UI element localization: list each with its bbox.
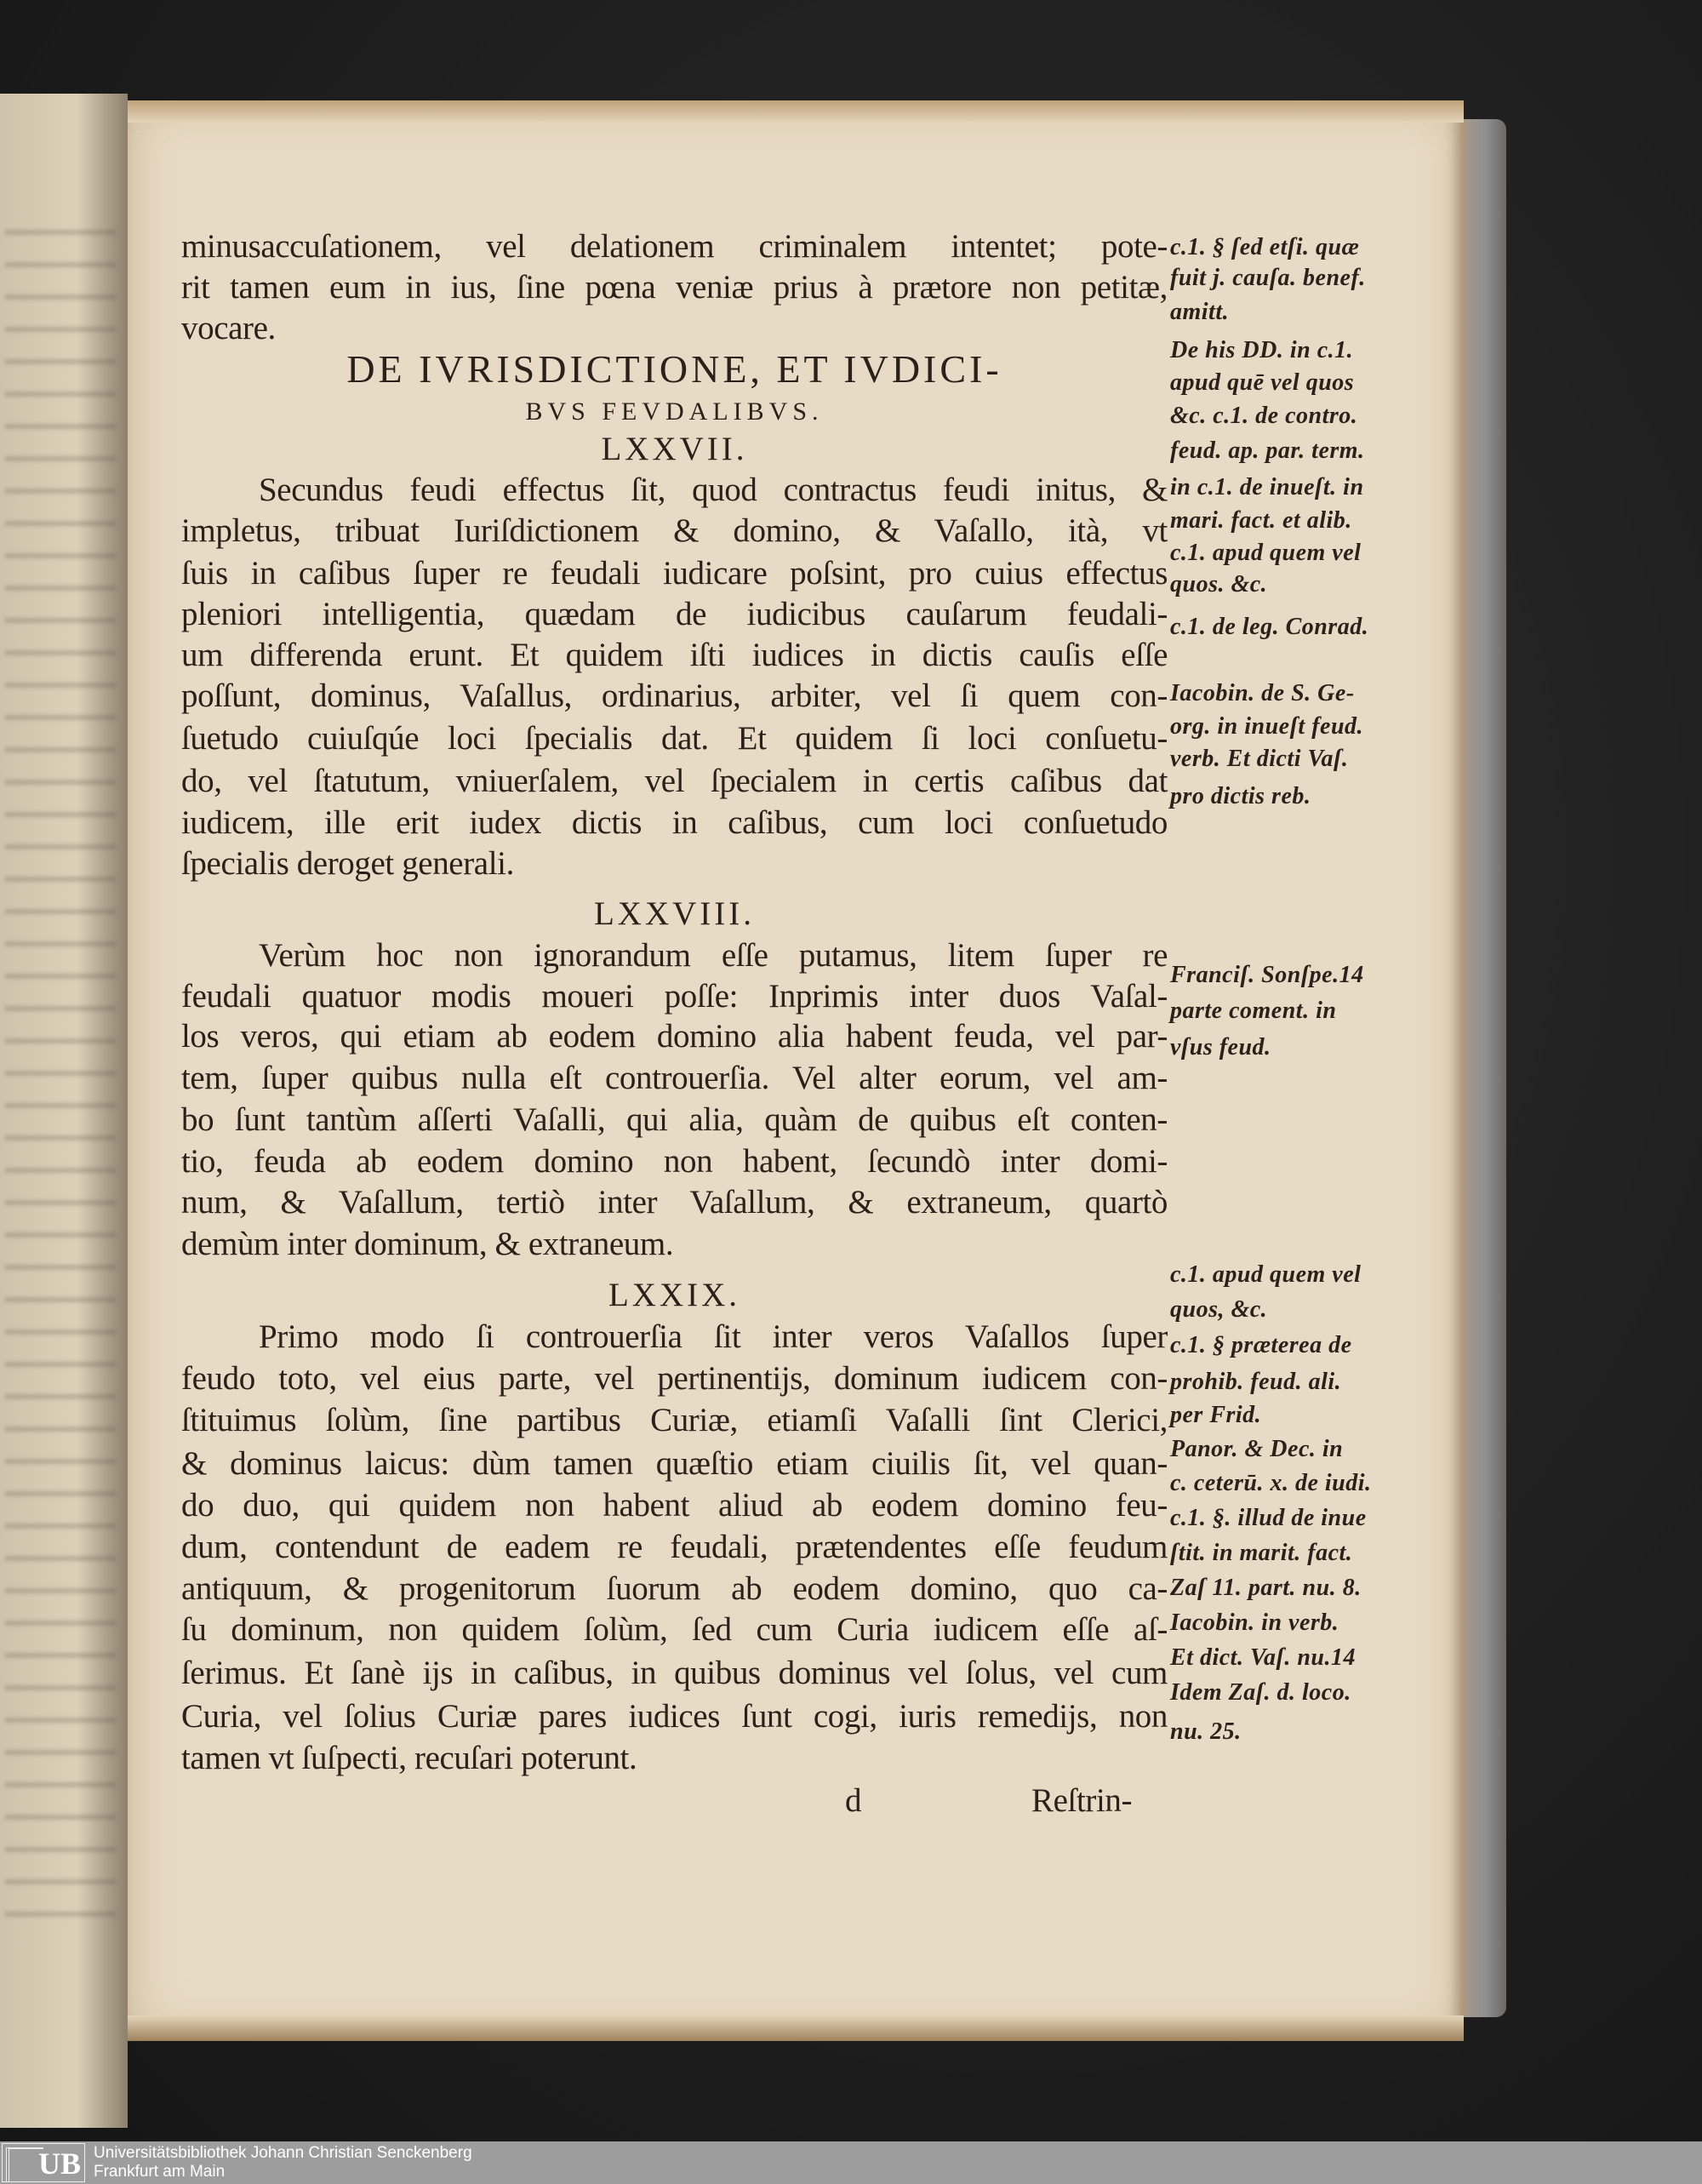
- catchword: Reſtrin-: [1031, 1782, 1133, 1819]
- library-footer: [0, 2141, 1702, 2184]
- text-line: poſſunt, dominus, Vaſallus, ordinarius, arbiter, vel ſi quem con-: [181, 677, 1168, 714]
- margin-note: feud. ap. par. term.: [1170, 437, 1365, 464]
- text-line: ſtituimus ſolùm, ſine partibus Curiæ, etiamſi Vaſalli ſint Clerici,: [181, 1402, 1168, 1438]
- logo-portrait-icon: [6, 2147, 43, 2181]
- text-line: pleniori intelligentia, quædam de iudicibus cauſarum feudali-: [181, 596, 1168, 632]
- text-line: do duo, qui quidem non habent aliud ab eodem domino feu-: [181, 1487, 1168, 1524]
- margin-note: c.1. apud quem vel: [1170, 1261, 1362, 1288]
- text-line: Primo modo ſi controuerſia ſit inter veros Vaſallos ſuper: [259, 1318, 1168, 1355]
- margin-note: Iacobin. de S. Ge-: [1170, 680, 1355, 706]
- margin-note: parte coment. in: [1170, 998, 1337, 1024]
- text-line: feudali quatuor modis moueri poſſe: Inprimis inter duos Vaſal-: [181, 978, 1168, 1015]
- margin-note: Franciſ. Sonſpe.14: [1170, 962, 1364, 988]
- text-line: minusaccuſationem, vel delationem criminalem intentet; pote-: [181, 228, 1168, 265]
- ub-logo: [2, 2143, 85, 2182]
- text-line: rit tamen eum in ius, ſine pœna veniæ prius à prætore non petitæ,: [181, 269, 1168, 306]
- text-line: bo ſunt tantùm aſſerti Vaſalli, qui alia, quàm de quibus eſt conten-: [181, 1101, 1168, 1138]
- facing-page-text-ghost: [5, 230, 116, 1932]
- margin-note: quos, &c.: [1170, 1296, 1268, 1323]
- margin-note: c.1. § præterea de: [1170, 1332, 1352, 1358]
- margin-note: De his DD. in c.1.: [1170, 337, 1354, 363]
- margin-note: org. in inueſt feud.: [1170, 713, 1364, 740]
- margin-note: per Frid.: [1170, 1402, 1262, 1428]
- text-line: ſuis in caſibus ſuper re feudali iudicare poſsint, pro cuius effectus: [181, 555, 1168, 592]
- text-line: num, & Vaſallum, tertiò inter Vaſallum, & extraneum, quartò: [181, 1184, 1168, 1221]
- book-page: [128, 100, 1464, 2041]
- margin-note: Et dict. Vaſ. nu.14: [1170, 1644, 1356, 1671]
- text-line: um differenda erunt. Et quidem iſti iudices in dictis cauſis eſſe: [181, 637, 1168, 673]
- text-line: ſpecialis deroget generali.: [181, 845, 514, 882]
- text-line: demùm inter dominum, & extraneum.: [181, 1226, 674, 1262]
- text-line: Verùm hoc non ignorandum eſſe putamus, litem ſuper re: [259, 937, 1168, 974]
- section-heading: DE IVRISDICTIONE, ET IVDICI-: [346, 347, 1002, 391]
- text-line: ſu dominum, non quidem ſolùm, ſed cum Curia iudicem eſſe aſ-: [181, 1611, 1168, 1648]
- margin-note: amitt.: [1170, 299, 1230, 325]
- library-city: Frankfurt am Main: [94, 2163, 226, 2181]
- margin-note: verb. Et dicti Vaſ.: [1170, 746, 1349, 772]
- text-line: Secundus feudi effectus ſit, quod contractus feudi initus, &: [259, 472, 1168, 508]
- text-line: ſerimus. Et ſanè ijs in caſibus, in quibus dominus vel ſolus, vel cum: [181, 1655, 1168, 1691]
- text-line: Curia, vel ſolius Curiæ pares iudices ſunt cogi, iuris remedijs, non: [181, 1698, 1168, 1735]
- facing-page-edge: [0, 94, 128, 2128]
- margin-note: in c.1. de inueſt. in: [1170, 474, 1364, 500]
- margin-note: c.1. apud quem vel: [1170, 540, 1362, 566]
- margin-note: quos. &c.: [1170, 571, 1268, 597]
- library-name: Universitätsbibliothek Johann Christian Senckenberg: [94, 2144, 472, 2162]
- margin-note: fuit j. cauſa. benef.: [1170, 265, 1366, 291]
- text-line: & dominus laicus: dùm tamen quæſtio etiam ciuilis ſit, vel quan-: [181, 1445, 1168, 1482]
- section-heading: LXXIX.: [608, 1277, 741, 1313]
- text-line: do, vel ſtatutum, vniuerſalem, vel ſpecialem in certis caſibus dat: [181, 763, 1168, 799]
- margin-note: Iacobin. in verb.: [1170, 1609, 1339, 1636]
- text-line: iudicem, ille erit iudex dictis in caſibus, cum loci conſuetudo: [181, 804, 1168, 841]
- margin-note: c.1. de leg. Conrad.: [1170, 614, 1369, 640]
- margin-note: vſus feud.: [1170, 1034, 1271, 1061]
- section-heading: LXXVII.: [601, 431, 748, 467]
- margin-note: prohib. feud. ali.: [1170, 1369, 1342, 1395]
- text-line: feudo toto, vel eius parte, vel pertinentijs, dominum iudicem con-: [181, 1360, 1168, 1397]
- margin-note: Panor. & Dec. in: [1170, 1436, 1344, 1462]
- logo-text: UB: [37, 2147, 81, 2181]
- signature-mark: d: [845, 1782, 862, 1819]
- section-heading: BVS FEVDALIBVS.: [525, 397, 824, 426]
- margin-note: mari. fact. et alib.: [1170, 507, 1352, 534]
- margin-note: c.1. §. illud de inue: [1170, 1505, 1367, 1531]
- margin-note: apud quē vel quos: [1170, 369, 1355, 396]
- text-line: los veros, qui etiam ab eodem domino alia habent feuda, vel par-: [181, 1018, 1168, 1055]
- margin-note: &c. c.1. de contro.: [1170, 403, 1358, 429]
- margin-note: nu. 25.: [1170, 1718, 1242, 1745]
- text-line: impletus, tribuat Iuriſdictionem & domino, & Vaſallo, ità, vt: [181, 512, 1168, 549]
- margin-note: c.1. § ſed etſi. quæ: [1170, 234, 1360, 260]
- text-line: antiquum, & progenitorum ſuorum ab eodem domino, quo ca-: [181, 1570, 1168, 1607]
- text-line: tem, ſuper quibus nulla eſt controuerſia. Vel alter eorum, vel am-: [181, 1060, 1168, 1096]
- text-line: vocare.: [181, 310, 276, 346]
- margin-note: Zaſ 11. part. nu. 8.: [1170, 1575, 1362, 1601]
- text-line: tio, feuda ab eodem domino non habent, ſecundò inter domi-: [181, 1143, 1168, 1180]
- margin-note: Idem Zaſ. d. loco.: [1170, 1679, 1351, 1706]
- text-line: tamen vt ſuſpecti, recuſari poterunt.: [181, 1740, 637, 1776]
- margin-note: pro dictis reb.: [1170, 783, 1311, 809]
- margin-note: c. ceterū. x. de iudi.: [1170, 1470, 1372, 1496]
- text-line: ſuetudo cuiuſqúe loci ſpecialis dat. Et quidem ſi loci conſuetu-: [181, 720, 1168, 757]
- text-line: dum, contendunt de eadem re feudali, prætendentes eſſe feudum: [181, 1529, 1168, 1565]
- section-heading: LXXVIII.: [593, 895, 756, 932]
- margin-note: ſtit. in marit. fact.: [1170, 1540, 1353, 1566]
